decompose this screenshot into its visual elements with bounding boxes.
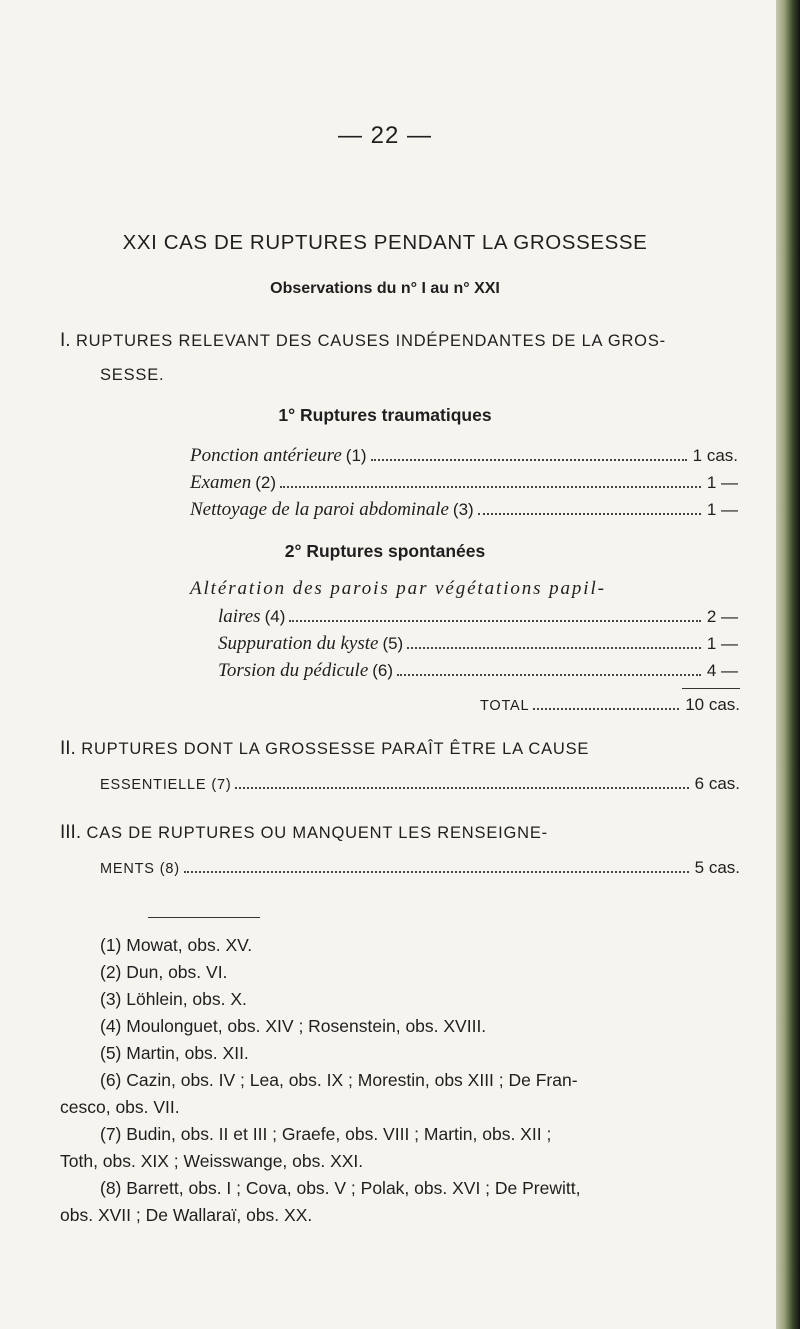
list-item-torsion <box>218 660 738 686</box>
dot-leader <box>478 513 701 515</box>
dot-leader <box>280 486 701 488</box>
footnote-8-cont: obs. XVII ; De Wallaraï, obs. XX. <box>60 1205 313 1225</box>
footnote-6-cont: cesco, obs. VII. <box>60 1097 180 1117</box>
entry-alteration-line1: Altération des parois par végétations papil- <box>190 578 606 599</box>
entry-label: Suppuration du kyste <box>218 633 379 654</box>
entry-value: 1 cas. <box>692 446 738 465</box>
section-3-ref: (8) <box>159 861 180 877</box>
entry-label: Torsion du pédicule <box>218 660 369 681</box>
list-item-alteration <box>218 606 738 632</box>
dot-leader <box>289 620 700 622</box>
entry-ref: (4) <box>264 607 286 626</box>
list-item-nettoyage <box>190 499 738 525</box>
page-number: — 22 — <box>337 122 433 149</box>
footnote-6: (6) Cazin, obs. IV ; Lea, obs. IX ; Morestin, obs XIII ; De Fran- <box>100 1070 578 1090</box>
list-item-examen <box>190 472 738 498</box>
section-3-heading-line2: MENTS <box>100 861 155 877</box>
footnote-separator <box>148 917 260 918</box>
total-value: 10 cas. <box>685 695 740 714</box>
footnote-3: (3) Löhlein, obs. X. <box>100 989 247 1009</box>
section-1-heading-line1: RUPTURES RELEVANT DES CAUSES INDÉPENDANTES DE LA GROS- <box>75 332 666 350</box>
section-3-heading-line1: CAS DE RUPTURES OU MANQUENT LES RENSEIGNE- <box>86 824 548 842</box>
section-1-numeral: I. <box>60 330 71 351</box>
section-2-heading <box>60 738 589 760</box>
footnote-5: (5) Martin, obs. XII. <box>100 1043 249 1063</box>
dot-leader <box>235 787 688 789</box>
entry-label: laires <box>218 606 261 627</box>
entry-value: 1 — <box>706 500 738 519</box>
footnote-7-cont: Toth, obs. XIX ; Weisswange, obs. XXI. <box>60 1151 364 1171</box>
entry-value: 1 — <box>706 473 738 492</box>
list-item-ponction <box>190 445 738 471</box>
sum-rule <box>682 688 740 689</box>
entry-label: Examen <box>190 472 252 493</box>
entry-label: Ponction antérieure <box>190 445 342 466</box>
dot-leader <box>397 674 701 676</box>
section-2-heading-line1: RUPTURES DONT LA GROSSESSE PARAÎT ÊTRE LA CAUSE <box>81 740 590 758</box>
footnote-8: (8) Barrett, obs. I ; Cova, obs. V ; Polak, obs. XVI ; De Prewitt, <box>100 1178 581 1198</box>
entry-value: 2 — <box>706 607 738 626</box>
footnote-7: (7) Budin, obs. II et III ; Graefe, obs. VIII ; Martin, obs. XII ; <box>100 1124 552 1144</box>
entry-value: 1 — <box>706 634 738 653</box>
section-3-line2 <box>100 858 740 878</box>
page-binding-edge <box>776 0 800 1329</box>
entry-ref: (3) <box>452 500 474 519</box>
section-3-numeral: III. <box>60 822 82 843</box>
total-row <box>480 695 740 715</box>
section-2-numeral: II. <box>60 738 76 759</box>
dot-leader <box>371 459 687 461</box>
total-label: TOTAL <box>480 698 530 714</box>
section-3-value: 5 cas. <box>694 858 740 877</box>
section-2-line2 <box>100 774 740 794</box>
section-2-ref: (7) <box>211 777 232 793</box>
section-2-value: 6 cas. <box>694 774 740 793</box>
page-title: XXI CAS DE RUPTURES PENDANT LA GROSSESSE <box>122 231 648 254</box>
subsection-spontaneous-title: 2° Ruptures spontanées <box>284 541 486 561</box>
page-subtitle: Observations du n° I au n° XXI <box>270 280 500 297</box>
section-1-heading <box>60 330 666 352</box>
section-2-heading-line2: ESSENTIELLE <box>100 777 207 793</box>
entry-ref: (6) <box>372 661 394 680</box>
entry-value: 4 — <box>706 661 738 680</box>
entry-label: Nettoyage de la paroi abdominale <box>190 499 449 520</box>
dot-leader <box>533 708 679 710</box>
entry-ref: (5) <box>382 634 404 653</box>
entry-ref: (2) <box>255 473 276 492</box>
list-item-suppuration <box>218 633 738 659</box>
footnote-2: (2) Dun, obs. VI. <box>100 962 228 982</box>
section-1-heading-line2: SESSE. <box>100 366 165 384</box>
subsection-traumatic-title: 1° Ruptures traumatiques <box>278 405 492 425</box>
footnote-1: (1) Mowat, obs. XV. <box>100 935 253 955</box>
footnote-4: (4) Moulonguet, obs. XIV ; Rosenstein, obs. XVIII. <box>100 1016 487 1036</box>
dot-leader <box>184 871 689 873</box>
section-3-heading <box>60 822 548 844</box>
dot-leader <box>407 647 701 649</box>
entry-ref: (1) <box>345 446 367 465</box>
